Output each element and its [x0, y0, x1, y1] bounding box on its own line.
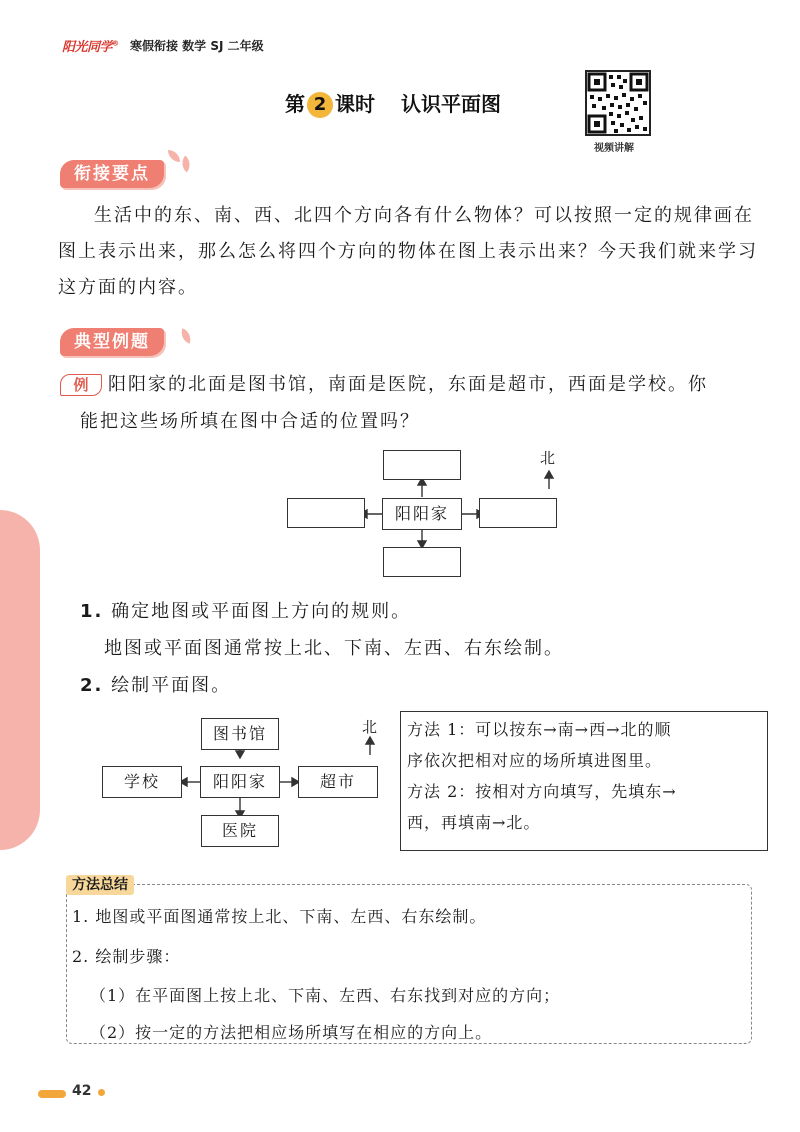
- step1-title: [80, 594, 790, 630]
- diagram2-south-box: 医院: [201, 815, 279, 847]
- page-dot-decoration: [98, 1089, 105, 1096]
- diagram2-east-box: 超市: [298, 766, 378, 798]
- summary-line4: （2）按一定的方法把相应场所填写在相应的方向上。: [90, 1023, 493, 1042]
- diagram1-north-label: 北: [540, 449, 556, 467]
- step2-title-text: 绘制平面图。: [111, 675, 232, 696]
- summary-line1: 1. 地图或平面图通常按上北、下南、左西、右东绘制。: [72, 907, 487, 926]
- lesson-number-badge: 2: [307, 92, 333, 118]
- page-bar-decoration: [38, 1090, 66, 1098]
- brand-logo: 阳光同学®: [62, 39, 119, 55]
- diagram1-east-box[interactable]: [479, 498, 557, 528]
- section-tag-example: 典型例题: [60, 328, 164, 356]
- summary-tag: 方法总结: [66, 875, 134, 895]
- example-question-line1: 阳阳家的北面是图书馆，南面是医院，东面是超市，西面是学校。你: [108, 374, 708, 395]
- step1-number: 1.: [80, 601, 104, 622]
- qr-caption: 视频讲解: [594, 143, 634, 154]
- example-question-line2: 能把这些场所填在图中合适的位置吗？: [80, 411, 420, 432]
- method1-line1: 方法 1：可以按东→南→西→北的顺: [407, 720, 672, 739]
- series-title: 寒假衔接 数学 SJ 二年级: [130, 39, 264, 53]
- step2-title: [80, 668, 790, 704]
- lesson-suffix: 课时: [335, 92, 375, 116]
- section-tag-key-points: 衔接要点: [60, 160, 164, 188]
- step1-text: 地图或平面图通常按上北、下南、左西、右东绘制。: [104, 638, 564, 659]
- diagram2-north-label: 北: [362, 718, 378, 736]
- diagram2-center-box: 阳阳家: [200, 766, 280, 798]
- diagram1-north-box[interactable]: [383, 450, 461, 480]
- lesson-prefix: 第: [285, 92, 305, 116]
- methods-box: [400, 711, 768, 851]
- method1-line2: 序依次把相对应的场所填进图里。: [407, 751, 663, 770]
- method2-line2: 西，再填南→北。: [407, 813, 541, 832]
- step1-title-text: 确定地图或平面图上方向的规则。: [111, 601, 412, 622]
- page-number: 42: [72, 1083, 92, 1099]
- diagram2-west-box: 学校: [102, 766, 182, 798]
- diagram1-south-box[interactable]: [383, 547, 461, 577]
- summary-line2: 2. 绘制步骤：: [72, 947, 181, 966]
- summary-line3: （1）在平面图上按上北、下南、左西、右东找到对应的方向；: [90, 986, 561, 1005]
- lesson-name: 认识平面图: [401, 92, 501, 116]
- example-badge: 例: [60, 374, 102, 396]
- diagram1-west-box[interactable]: [287, 498, 365, 528]
- step2-number: 2.: [80, 675, 104, 696]
- method2-line1: 方法 2：按相对方向填写，先填东→: [407, 782, 677, 801]
- diagram1-center-box: 阳阳家: [382, 498, 462, 530]
- diagram2-north-box: 图书馆: [201, 718, 279, 750]
- key-points-text: 生活中的东、南、西、北四个方向各有什么物体？可以按照一定的规律画在图上表示出来，那么怎么将四个方向的物体在图上表示出来？今天我们就来学习这方面的内容。: [58, 205, 758, 298]
